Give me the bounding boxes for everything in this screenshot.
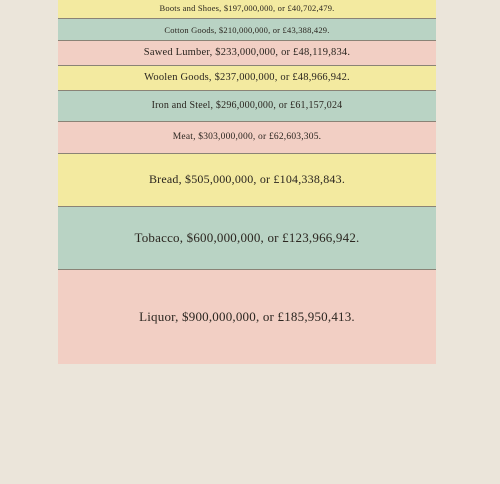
- bar-iron-and-steel: Iron and Steel, $296,000,000, or £61,157,024: [58, 90, 436, 121]
- bar-liquor: Liquor, $900,000,000, or £185,950,413.: [58, 269, 436, 364]
- chart: [58, 0, 436, 484]
- bar-meat: Meat, $303,000,000, or £62,603,305.: [58, 121, 436, 153]
- bar-woolen-goods: Woolen Goods, $237,000,000, or £48,966,942.: [58, 65, 436, 90]
- bar-cotton-goods: Cotton Goods, $210,000,000, or £43,388,429.: [58, 18, 436, 40]
- bar-tobacco: Tobacco, $600,000,000, or £123,966,942.: [58, 206, 436, 269]
- bar-sawed-lumber: Sawed Lumber, $233,000,000, or £48,119,834.: [58, 40, 436, 65]
- bar-boots-and-shoes: Boots and Shoes, $197,000,000, or £40,702,479.: [58, 0, 436, 18]
- bar-bread: Bread, $505,000,000, or £104,338,843.: [58, 153, 436, 206]
